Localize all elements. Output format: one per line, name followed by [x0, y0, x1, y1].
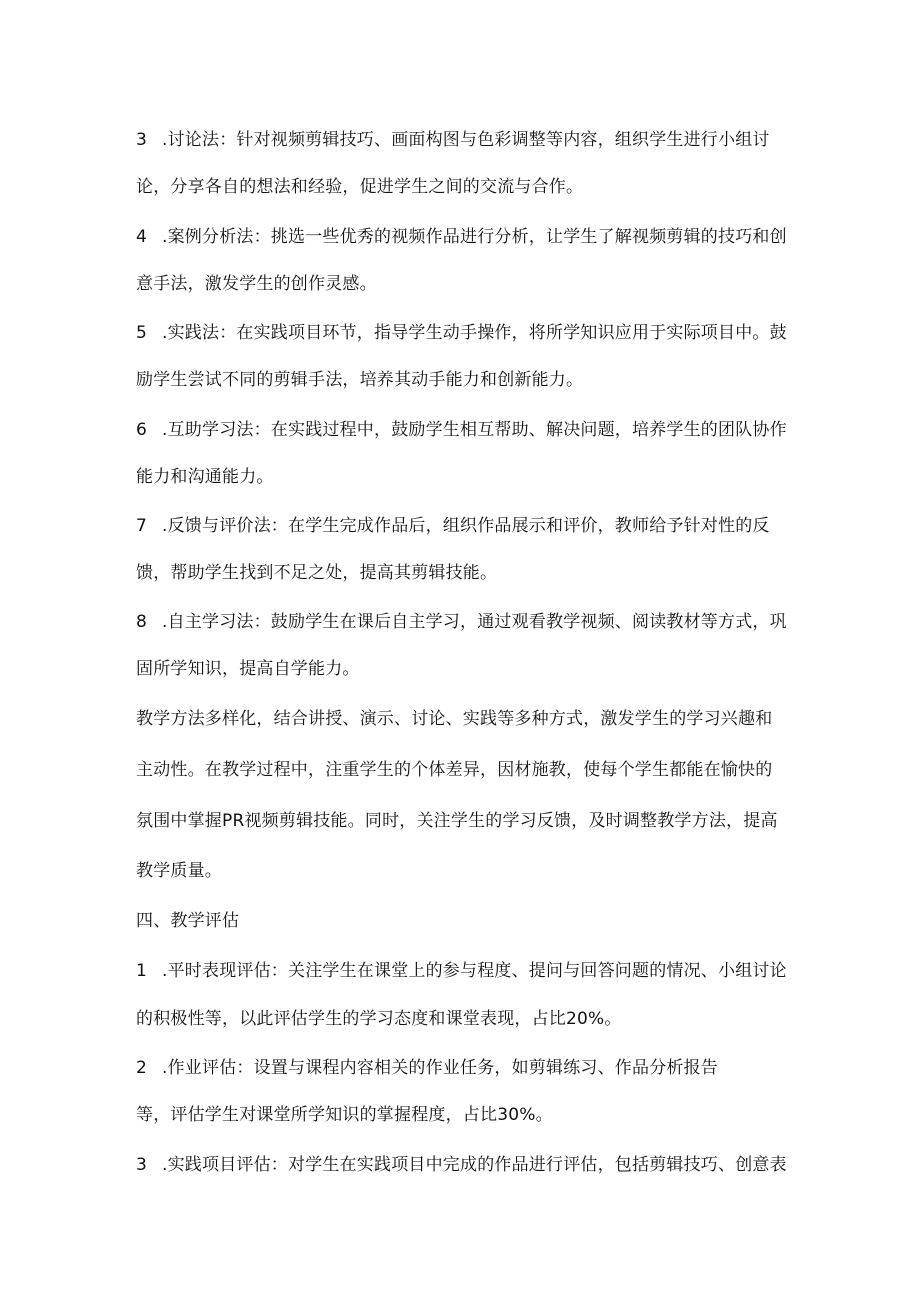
method-3-line-2: 论，分享各自的想法和经验，促进学生之间的交流与合作。 [136, 177, 584, 197]
method-8-line-2: 固所学知识，提高自学能力。 [136, 659, 360, 679]
item-text: .作业评估：设置与课程内容相关的作业任务，如剪辑练习、作品分析报告 [162, 1058, 719, 1078]
item-number: 6 [136, 420, 148, 440]
method-7-line-2: 馈，帮助学生找到不足之处，提高其剪辑技能。 [136, 563, 498, 583]
item-number: 4 [136, 227, 148, 247]
evaluation-1-line-2: 的积极性等，以此评估学生的学习态度和课堂表现，占比20%。 [136, 1009, 622, 1029]
item-text: .反馈与评价法：在学生完成作品后，组织作品展示和评价，教师给予针对性的反 [162, 516, 770, 536]
item-number: 7 [136, 516, 148, 536]
item-number: 1 [136, 961, 148, 981]
item-text: .案例分析法：挑选一些优秀的视频作品进行分析，让学生了解视频剪辑的技巧和创 [162, 227, 787, 247]
item-number: 8 [136, 612, 148, 632]
method-6-line-1 [136, 418, 796, 442]
item-text: .互助学习法：在实践过程中，鼓励学生相互帮助、解决问题，培养学生的团队协作 [162, 420, 787, 440]
item-text: .平时表现评估：关注学生在课堂上的参与程度、提问与回答问题的情况、小组讨论 [162, 961, 787, 981]
item-number: 3 [136, 1155, 148, 1175]
summary-line-1: 教学方法多样化，结合讲授、演示、讨论、实践等多种方式，激发学生的学习兴趣和 [136, 709, 773, 729]
evaluation-3-line-1 [136, 1153, 796, 1177]
item-text: .讨论法：针对视频剪辑技巧、画面构图与色彩调整等内容，组织学生进行小组讨 [162, 130, 770, 150]
evaluation-1-line-1 [136, 959, 796, 983]
section-heading: 四、教学评估 [136, 911, 240, 931]
summary-line-2: 主动性。在教学过程中，注重学生的个体差异，因材施教，使每个学生都能在愉快的 [136, 760, 773, 780]
method-5-line-2: 励学生尝试不同的剪辑手法，培养其动手能力和创新能力。 [136, 370, 584, 390]
item-number: 3 [136, 130, 148, 150]
item-text: .实践法：在实践项目环节，指导学生动手操作，将所学知识应用于实际项目中。鼓 [162, 323, 787, 343]
method-7-line-1 [136, 514, 796, 538]
item-text: .自主学习法：鼓励学生在课后自主学习，通过观看教学视频、阅读教材等方式，巩 [162, 612, 787, 632]
method-8-line-1 [136, 610, 796, 634]
item-number: 2 [136, 1058, 148, 1078]
evaluation-2-line-2: 等，评估学生对课堂所学知识的掌握程度，占比30%。 [136, 1105, 553, 1125]
method-4-line-1 [136, 225, 796, 249]
summary-line-4: 教学质量。 [136, 861, 222, 881]
summary-line-3: 氛围中掌握PR视频剪辑技能。同时，关注学生的学习反馈，及时调整教学方法，提高 [136, 811, 778, 831]
method-6-line-2: 能力和沟通能力。 [136, 467, 274, 487]
method-5-line-1 [136, 321, 796, 345]
method-4-line-2: 意手法，激发学生的创作灵感。 [136, 274, 377, 294]
item-number: 5 [136, 323, 148, 343]
item-text: .实践项目评估：对学生在实践项目中完成的作品进行评估，包括剪辑技巧、创意表 [162, 1155, 787, 1175]
evaluation-2-line-1 [136, 1056, 796, 1080]
method-3-line-1 [136, 128, 796, 152]
